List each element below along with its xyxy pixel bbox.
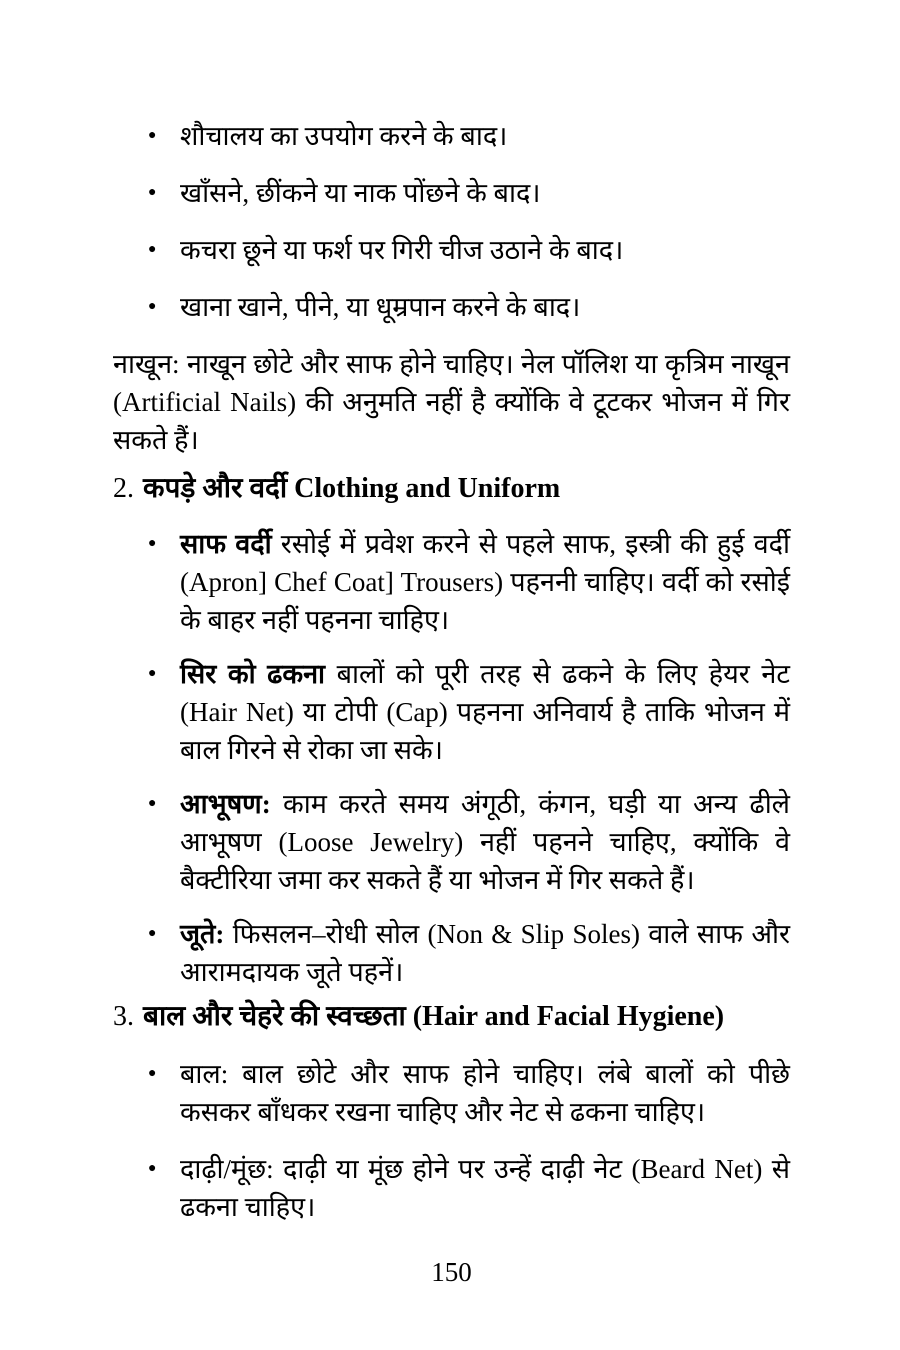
hair-bullet-list bbox=[113, 1055, 790, 1226]
bullet-icon: ● bbox=[148, 1161, 157, 1176]
list-item bbox=[113, 1150, 790, 1226]
section-heading-clothing-uniform bbox=[113, 469, 790, 509]
list-item bbox=[113, 117, 790, 155]
bullet-lead: साफ वर्दी bbox=[180, 529, 272, 559]
section-title: कपड़े और वर्दी Clothing and Uniform bbox=[143, 473, 561, 504]
bullet-text: कचरा छूने या फर्श पर गिरी चीज उठाने के बाद। bbox=[180, 235, 624, 265]
section-heading-hair-facial-hygiene bbox=[113, 997, 790, 1037]
list-item bbox=[113, 1055, 790, 1131]
bullet-icon: ● bbox=[148, 1066, 157, 1081]
section-number: 2. bbox=[113, 473, 134, 504]
bullet-text: खाँसने, छींकने या नाक पोंछने के बाद। bbox=[180, 178, 541, 208]
bullet-icon: ● bbox=[148, 926, 157, 941]
bullet-body: काम करते समय अंगूठी, कंगन, घड़ी या अन्य ढीले आभूषण (Loose Jewelry) नहीं पहनने चाहिए, क्योंकि वे बैक्टीरिया जमा कर सकते हैं या भोजन में गिर सकते हैं। bbox=[180, 789, 790, 895]
bullet-icon: ● bbox=[148, 128, 157, 143]
handwash-bullet-list bbox=[113, 117, 790, 326]
nails-paragraph: नाखून: नाखून छोटे और साफ होने चाहिए। नेल पॉलिश या कृत्रिम नाखून (Artificial Nails) की अनुमति नहीं है क्योंकि वे टूटकर भोजन में गिर सकते हैं। bbox=[113, 349, 790, 455]
bullet-lead: जूते: bbox=[180, 919, 225, 949]
list-item bbox=[113, 915, 790, 991]
bullet-text bbox=[180, 785, 790, 899]
bullet-text: शौचालय का उपयोग करने के बाद। bbox=[180, 121, 508, 151]
section-number: 3. bbox=[113, 1001, 134, 1032]
bullet-lead: आभूषण: bbox=[180, 789, 271, 819]
list-item bbox=[113, 288, 790, 326]
list-item bbox=[113, 231, 790, 269]
bullet-icon: ● bbox=[148, 185, 157, 200]
bullet-body: फिसलन–रोधी सोल (Non & Slip Soles) वाले साफ और आरामदायक जूते पहनें। bbox=[180, 919, 790, 987]
page-number: 150 bbox=[431, 1257, 472, 1287]
bullet-body: बालों को पूरी तरह से ढकने के लिए हेयर नेट (Hair Net) या टोपी (Cap) पहनना अनिवार्य है ताकि भोजन में बाल गिरने से रोका जा सके। bbox=[180, 659, 791, 765]
bullet-icon: ● bbox=[148, 299, 157, 314]
bullet-icon: ● bbox=[148, 536, 157, 551]
bullet-icon: ● bbox=[148, 666, 157, 681]
clothing-bullet-list bbox=[113, 525, 790, 991]
bullet-icon: ● bbox=[148, 796, 157, 811]
list-item bbox=[113, 785, 790, 899]
bullet-text bbox=[180, 525, 790, 639]
bullet-text: खाना खाने, पीने, या धूम्रपान करने के बाद। bbox=[180, 292, 581, 322]
list-item bbox=[113, 525, 790, 639]
section-title: बाल और चेहरे की स्वच्छता (Hair and Facial Hygiene) bbox=[143, 1001, 725, 1032]
bullet-text bbox=[180, 655, 790, 769]
page-content bbox=[113, 117, 790, 1288]
bullet-lead: सिर को ढकना bbox=[180, 659, 326, 689]
bullet-text: दाढ़ी/मूंछ: दाढ़ी या मूंछ होने पर उन्हें दाढ़ी नेट (Beard Net) से ढकना चाहिए। bbox=[180, 1154, 790, 1222]
list-item bbox=[113, 655, 790, 769]
bullet-text: बाल: बाल छोटे और साफ होने चाहिए। लंबे बालों को पीछे कसकर बाँधकर रखना चाहिए और नेट से ढकना चाहिए। bbox=[180, 1059, 790, 1127]
bullet-icon: ● bbox=[148, 242, 157, 257]
list-item bbox=[113, 174, 790, 212]
bullet-body: रसोई में प्रवेश करने से पहले साफ, इस्त्री की हुई वर्दी (Apron] Chef Coat] Trousers) पहननी चाहिए। वर्दी को रसोई के बाहर नहीं पहनना चाहिए। bbox=[180, 529, 790, 635]
bullet-text bbox=[180, 915, 790, 991]
